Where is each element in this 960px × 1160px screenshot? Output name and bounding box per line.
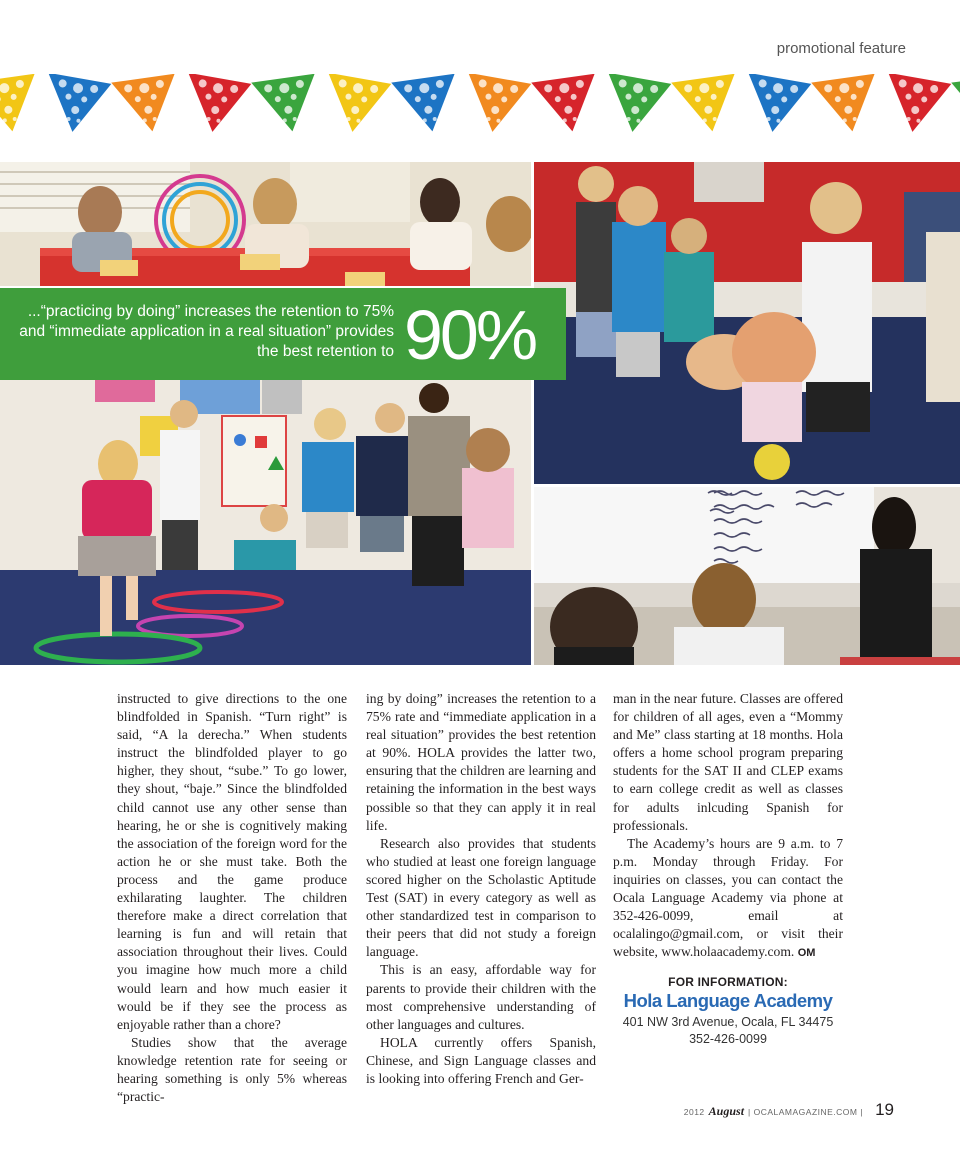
pennant-flag	[179, 74, 251, 137]
pennant-flag	[39, 74, 111, 137]
article-paragraph: ing by doing” increases the retention to a 75% rate and “immediate application in a real situation” provides the best retention at 90%. HOLA provides the latter two, ensuring that the children are learning and retaining the information in the best ways possible so that they can apply it in real life.	[366, 691, 596, 833]
page-footer	[684, 1100, 894, 1120]
pennant-flag	[391, 74, 462, 136]
pennant-banner-graphic	[0, 74, 960, 146]
pennant-flag	[671, 74, 742, 136]
pennant-flag	[879, 74, 951, 137]
article-paragraph: HOLA currently offers Spanish, Chinese, and Sign Language classes and is looking into offering French and Ger-	[366, 1034, 596, 1086]
pennant-flag	[319, 74, 391, 137]
papel-picado-pennant-banner	[0, 74, 960, 146]
contact-info-box	[613, 975, 843, 1046]
footer-month: August	[708, 1104, 745, 1118]
pull-quote-callout	[0, 288, 566, 380]
article-column-3	[613, 690, 843, 962]
pennant-flag	[599, 74, 671, 137]
pennant-flag	[951, 74, 960, 136]
pull-quote-text: ...“practicing by doing” increases the retention to 75% and “immediate application in a real situation” provides the best retention to	[19, 303, 394, 360]
footer-site: | OCALAMAGAZINE.COM |	[748, 1107, 864, 1117]
pull-quote-stat: 90%	[404, 296, 536, 374]
business-name: Hola Language Academy	[623, 990, 833, 1011]
article-paragraph: instructed to give directions to the one blindfolded in Spanish. “Turn right” is said, “A la derecha.” When students instruct the blindfolded player to go higher, they shout, “sube.” To go lower, they shout, “baje.” Since the blindfolded child cannot use any other sense than hearing, he or she is cognitively making the association of the foreign word for the action he or she must take. Both the process and the game produce exhilarating laughter. The children therefore make a direct correlation that learning is fun and will retain that association throughout their lives. Could you imagine how much more a child would learn and how much easier it would be if they see the process as enjoyable rather than a chore?	[117, 691, 347, 1032]
photo-hopscotch	[0, 380, 531, 665]
info-label: FOR INFORMATION:	[668, 975, 788, 989]
photo-classroom-table	[0, 162, 531, 286]
photo-kids-line	[534, 162, 960, 484]
pennant-flag	[811, 74, 882, 136]
article-paragraph-text: The Academy’s hours are 9 a.m. to 7 p.m. Monday through Friday. For inquiries on classes, you can contact the Ocala Language Academy via phone at 352-426-0099, email at ocalalingo@gmail.com, or visit their website, www.holaacademy.com.	[613, 835, 843, 960]
pennant-flag	[111, 74, 182, 136]
article-paragraph: man in the near future. Classes are offered for children of all ages, even a “Mommy and Me” class starting at 18 months. Hola offers a home school program preparing students for the SAT II and CLEP exams to earn college credit as well as classes for adults inlcuding Spanish for professionals.	[613, 691, 843, 833]
article-paragraph	[613, 835, 843, 963]
article-column-2	[366, 690, 596, 1088]
business-phone: 352-426-0099	[689, 1032, 767, 1046]
business-address: 401 NW 3rd Avenue, Ocala, FL 34475	[622, 1015, 834, 1029]
footer-year: 2012	[683, 1107, 705, 1117]
pennant-flag	[0, 74, 42, 136]
article-paragraph: Research also provides that students who studied at least one foreign language scored higher on the Scholastic Aptitude Test (SAT) in every category as well as other standardized test in comparison to their peers that did not study a foreign language.	[366, 835, 596, 960]
photo-whiteboard	[534, 487, 960, 665]
section-tag: promotional feature	[776, 40, 906, 57]
article-column-1	[117, 690, 347, 1106]
pennant-flag	[739, 74, 811, 137]
pennant-flag	[251, 74, 322, 136]
pennant-flag	[459, 74, 531, 137]
end-mark: OM	[797, 947, 816, 960]
article-paragraph: This is an easy, affordable way for parents to provide their children with the most comprehensive understanding of other languages and cultures.	[366, 962, 596, 1032]
pennant-flag	[531, 74, 602, 136]
page-number: 19	[875, 1100, 894, 1119]
article-paragraph: Studies show that the average knowledge retention rate for seeing or hearing something is only 5% whereas “practic-	[117, 1034, 347, 1105]
